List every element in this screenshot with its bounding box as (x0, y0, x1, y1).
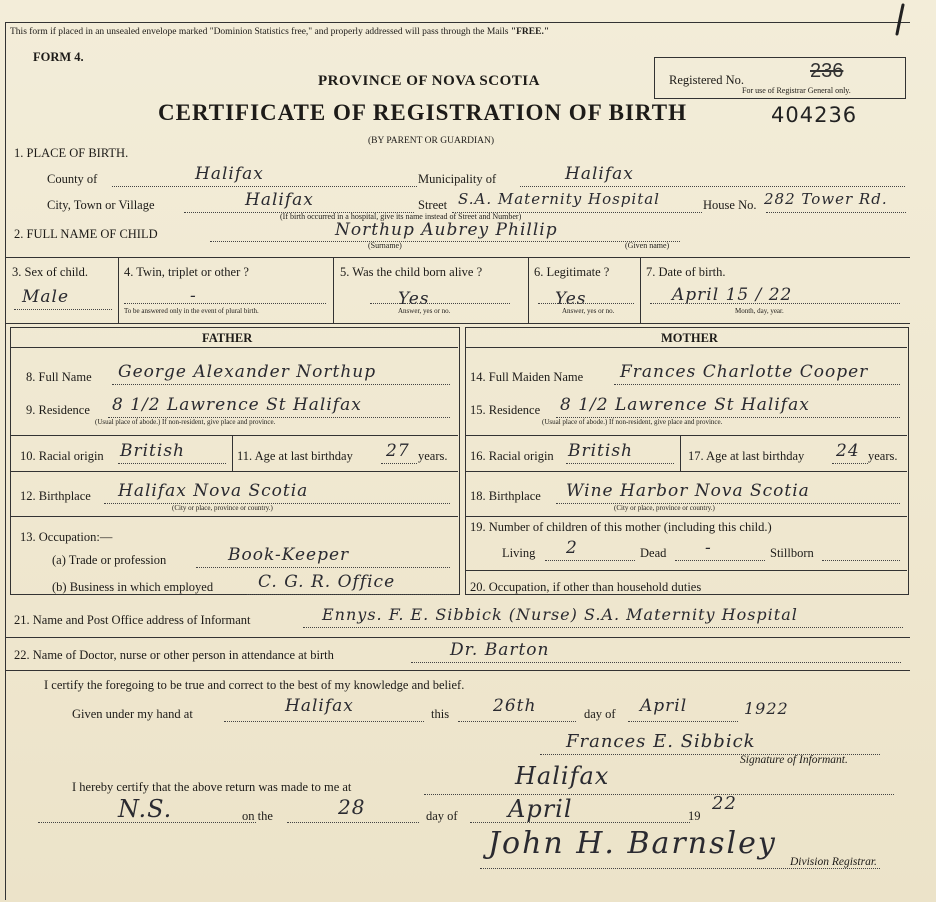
dob-label: 7. Date of birth. (646, 265, 726, 279)
stillborn-line (822, 560, 900, 561)
dob-note: Month, day, year. (735, 307, 784, 315)
sex-value[interactable]: Male (22, 287, 70, 307)
informant-value[interactable]: Ennys. F. E. Sibbick (Nurse) S.A. Maternity Hospital (322, 605, 798, 624)
father-heading: FATHER (202, 331, 253, 345)
alive-line (370, 303, 510, 304)
certify-text: I certify the foregoing to be true and correct to the best of my knowledge and belief. (44, 678, 465, 692)
children-label: 19. Number of children of this mother (including this child.) (470, 520, 772, 534)
legitimate-line (538, 303, 634, 304)
mother-birthplace-label: 18. Birthplace (470, 489, 541, 503)
division-registrar-label: Division Registrar. (790, 856, 877, 868)
mother-years-label: years. (868, 449, 898, 463)
certificate-title: CERTIFICATE OF REGISTRATION OF BIRTH (158, 100, 687, 125)
doctor-label: 22. Name of Doctor, nurse or other person in attendance at birth (14, 648, 334, 662)
registrar-place-line (424, 794, 894, 795)
mother-age-line (832, 463, 868, 464)
registered-label: Registered No. (669, 73, 744, 87)
twin-note: To be answered only in the event of plural birth. (124, 307, 259, 315)
reg-day-value[interactable]: 28 (338, 795, 366, 819)
registered-box (654, 57, 906, 99)
father-age-label: 11. Age at last birthday (237, 449, 353, 463)
city-label: City, Town or Village (47, 198, 155, 212)
father-name-line (112, 384, 450, 385)
house-line (766, 212, 906, 213)
reg-day-of-label: day of (426, 809, 458, 823)
reg-month-value[interactable]: April (508, 795, 573, 823)
this-label: this (431, 707, 450, 721)
mother-rule-3 (465, 516, 907, 517)
informant-signature[interactable]: Frances E. Sibbick (566, 731, 756, 752)
dob-value[interactable]: April 15 / 22 (672, 285, 793, 305)
day-value[interactable]: 26th (493, 696, 537, 716)
father-heading-rule (10, 347, 458, 348)
on-the-label: on the (242, 809, 273, 823)
father-name-value[interactable]: George Alexander Northup (118, 362, 377, 382)
mother-residence-value[interactable]: 8 1/2 Lawrence St Halifax (560, 395, 810, 415)
mother-age-label: 17. Age at last birthday (688, 449, 805, 463)
form-number: FORM 4. (33, 50, 84, 64)
alive-value[interactable]: Yes (398, 289, 430, 309)
hospital-note: (If birth occurred in a hospital, give its name instead of Street and Number) (280, 212, 522, 221)
father-rule-2 (10, 471, 458, 472)
father-racial-line (118, 463, 226, 464)
living-line (545, 560, 635, 561)
mother-residence-label: 15. Residence (470, 403, 541, 417)
doctor-line (411, 662, 901, 663)
county-line (112, 186, 417, 187)
signature-of-informant-label: Signature of Informant. (740, 754, 848, 766)
mother-rule-4 (465, 570, 907, 571)
registrar-certify-text: I hereby certify that the above return was made to me at (72, 780, 352, 794)
dead-label: Dead (640, 546, 667, 560)
child-name-heading: 2. FULL NAME OF CHILD (14, 227, 158, 241)
registrar-place-value[interactable]: Halifax (515, 762, 610, 790)
sex-label: 3. Sex of child. (12, 265, 89, 279)
corner-pen-mark-icon (892, 2, 908, 38)
given-under-label: Given under my hand at (72, 707, 193, 721)
father-age-divider (232, 435, 233, 471)
father-birthplace-line (104, 503, 450, 504)
row3-divider-2 (333, 257, 334, 323)
registrar-signature[interactable]: John H. Barnsley (488, 826, 777, 861)
doctor-value[interactable]: Dr. Barton (450, 640, 550, 660)
living-label: Living (502, 546, 536, 560)
reg-year-prefix: 19 (688, 809, 701, 823)
legitimate-label: 6. Legitimate ? (534, 265, 610, 279)
father-rule-3 (10, 516, 458, 517)
given-name-label: (Given name) (625, 241, 670, 250)
mother-birthplace-note: (City or place, province or country.) (614, 504, 715, 512)
mother-occupation-label: 20. Occupation, if other than household duties (470, 580, 702, 594)
municipality-line (520, 186, 905, 187)
trade-label: (a) Trade or profession (52, 553, 167, 567)
occupation-label: 13. Occupation:— (20, 530, 113, 544)
given-place-line (224, 721, 424, 722)
informant-line (303, 627, 903, 628)
twin-value[interactable]: - (190, 286, 197, 306)
mother-birthplace-line (556, 503, 900, 504)
top-border (5, 22, 910, 23)
father-name-label: 8. Full Name (26, 370, 92, 384)
registrar-initials[interactable]: N.S. (118, 795, 173, 823)
mother-age-value[interactable]: 24 (836, 441, 860, 461)
legitimate-note: Answer, yes or no. (562, 307, 615, 315)
registered-number: 236 (810, 60, 844, 82)
stamped-number: 404236 (771, 103, 858, 127)
alive-note: Answer, yes or no. (398, 307, 451, 315)
business-value[interactable]: C. G. R. Office (258, 572, 396, 592)
row3-divider-1 (118, 257, 119, 323)
day-line (458, 721, 576, 722)
municipality-value[interactable]: Halifax (565, 164, 634, 184)
living-value[interactable]: 2 (566, 538, 578, 558)
house-value[interactable]: 282 Tower Rd. (764, 190, 888, 208)
father-years-label: years. (418, 449, 448, 463)
mother-racial-line (566, 463, 674, 464)
reg-year-value[interactable]: 22 (712, 793, 737, 814)
mother-name-line (614, 384, 900, 385)
certificate-subtitle: (BY PARENT OR GUARDIAN) (368, 136, 495, 146)
father-birthplace-label: 12. Birthplace (20, 489, 91, 503)
place-of-birth-heading: 1. PLACE OF BIRTH. (14, 146, 129, 160)
child-name-line (210, 241, 680, 242)
business-label: (b) Business in which employed (52, 580, 214, 594)
dead-line (675, 560, 765, 561)
mother-racial-value[interactable]: British (568, 441, 633, 461)
day-of-label: day of (584, 707, 616, 721)
reg-month-line (470, 822, 690, 823)
left-border (5, 22, 6, 900)
informant-rule (5, 637, 910, 638)
child-name-value[interactable]: Northup Aubrey Phillip (335, 220, 558, 240)
street-label: Street (418, 198, 448, 212)
trade-line (196, 567, 450, 568)
mother-residence-note: (Usual place of abode.) If non-resident, give place and province. (542, 418, 723, 426)
twin-label: 4. Twin, triplet or other ? (124, 265, 249, 279)
mother-age-divider (680, 435, 681, 471)
business-line (247, 594, 450, 595)
doctor-rule (5, 670, 910, 671)
given-place-value[interactable]: Halifax (285, 696, 354, 716)
trade-value[interactable]: Book-Keeper (228, 545, 350, 565)
county-label: County of (47, 172, 98, 186)
father-age-value[interactable]: 27 (386, 441, 410, 461)
father-racial-label: 10. Racial origin (20, 449, 104, 463)
dead-value[interactable]: - (705, 538, 712, 558)
mother-name-label: 14. Full Maiden Name (470, 370, 584, 384)
mother-heading-rule (465, 347, 907, 348)
father-residence-label: 9. Residence (26, 403, 90, 417)
mother-name-value[interactable]: Frances Charlotte Cooper (620, 362, 869, 382)
sex-line (14, 309, 112, 310)
month-value[interactable]: April (640, 696, 688, 716)
province-heading: PROVINCE OF NOVA SCOTIA (318, 73, 540, 89)
mother-rule-2 (465, 471, 907, 472)
month-line (628, 721, 738, 722)
legitimate-value[interactable]: Yes (555, 289, 587, 309)
informant-label: 21. Name and Post Office address of Informant (14, 613, 251, 627)
father-rule-1 (10, 435, 458, 436)
mail-notice: This form if placed in an unsealed envelope marked "Dominion Statistics free," and properly addressed will pass through the Mails "FREE." (10, 27, 550, 37)
reg-day-line (287, 822, 419, 823)
father-racial-value[interactable]: British (120, 441, 185, 461)
surname-label: (Surname) (368, 241, 402, 250)
father-residence-value[interactable]: 8 1/2 Lawrence St Halifax (112, 395, 362, 415)
row3-divider-4 (640, 257, 641, 323)
mother-heading: MOTHER (661, 331, 718, 345)
father-birthplace-value[interactable]: Halifax Nova Scotia (118, 481, 309, 501)
municipality-label: Municipality of (418, 172, 497, 186)
row3-top-rule (5, 257, 910, 258)
dob-line (650, 303, 900, 304)
father-age-line (381, 463, 417, 464)
street-value[interactable]: S.A. Maternity Hospital (458, 190, 660, 208)
year-value[interactable]: 1922 (744, 699, 789, 718)
row3-divider-3 (528, 257, 529, 323)
city-value[interactable]: Halifax (245, 190, 314, 210)
registrar-only-note: For use of Registrar General only. (742, 86, 851, 95)
row3-bottom-rule (5, 323, 910, 324)
house-label: House No. (703, 198, 757, 212)
mother-rule-1 (465, 435, 907, 436)
alive-label: 5. Was the child born alive ? (340, 265, 483, 279)
county-value[interactable]: Halifax (195, 164, 264, 184)
stillborn-label: Stillborn (770, 546, 814, 560)
mother-birthplace-value[interactable]: Wine Harbor Nova Scotia (566, 481, 810, 501)
father-birthplace-note: (City or place, province or country.) (172, 504, 273, 512)
registrar-signature-line (480, 868, 880, 869)
father-residence-note: (Usual place of abode.) If non-resident, give place and province. (95, 418, 276, 426)
twin-line (124, 303, 326, 304)
mother-racial-label: 16. Racial origin (470, 449, 554, 463)
